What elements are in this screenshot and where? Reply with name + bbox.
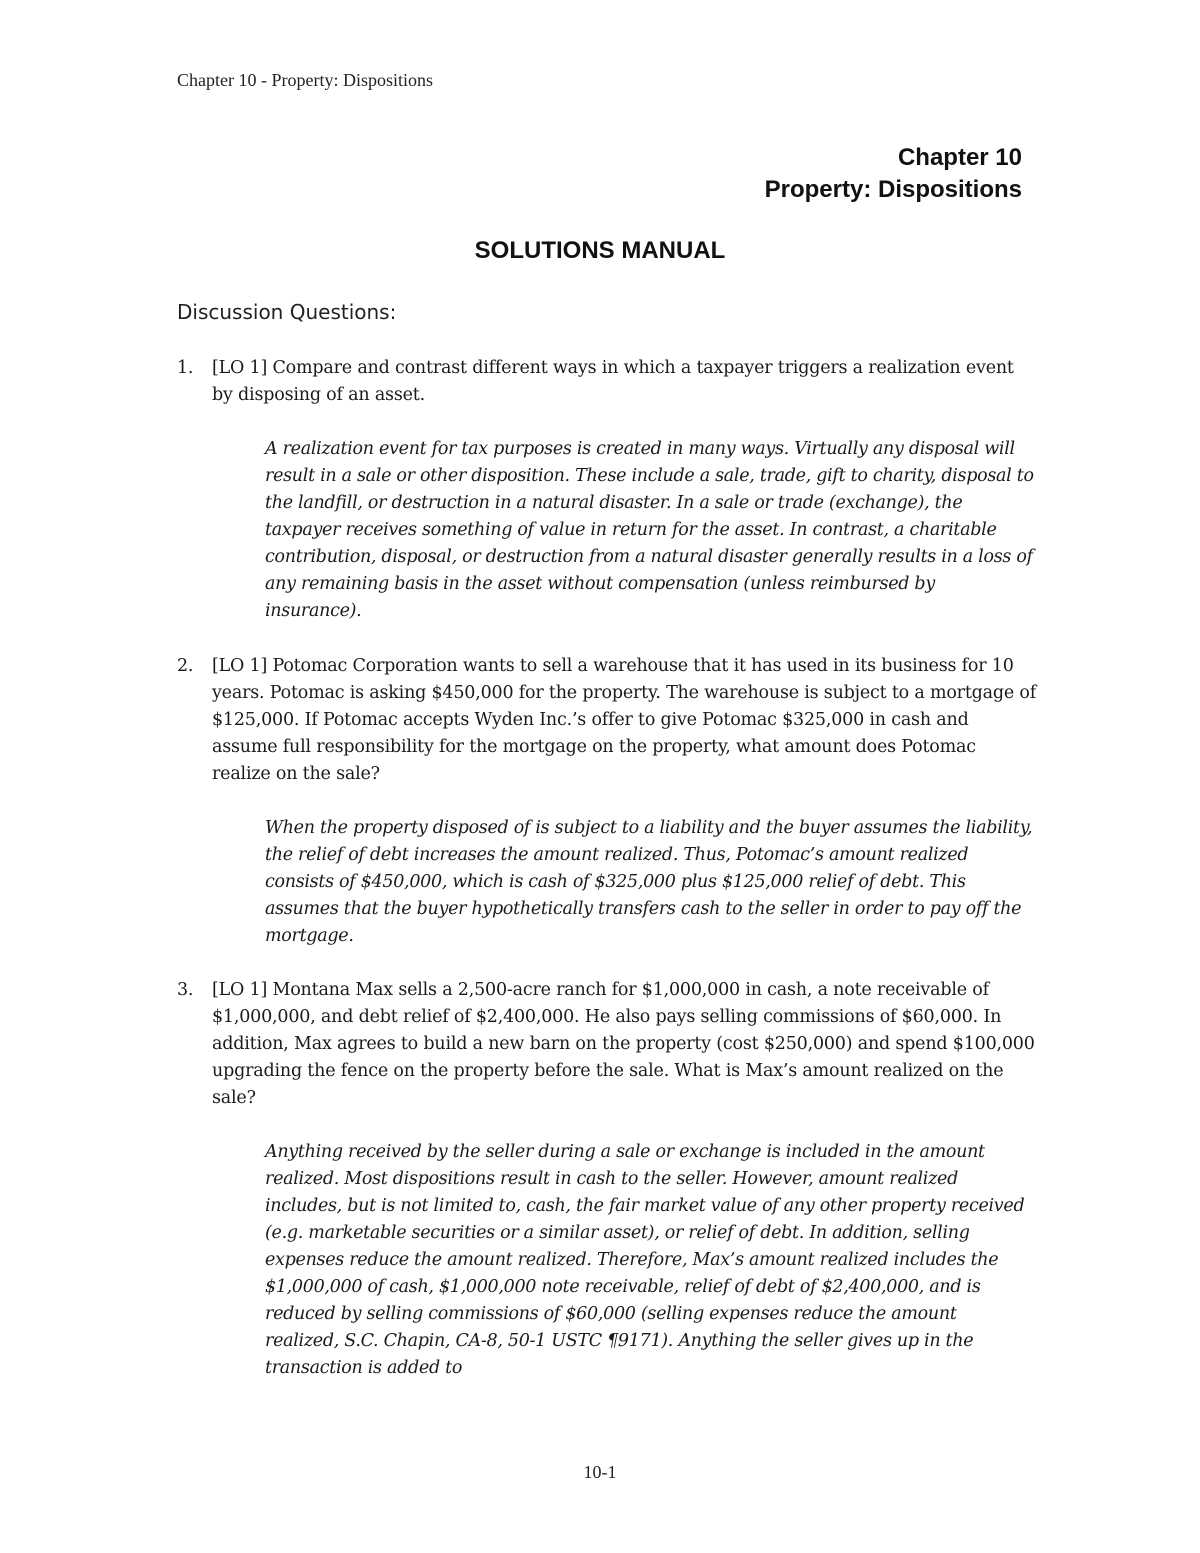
running-header: Chapter 10 - Property: Dispositions xyxy=(177,70,433,90)
answer-3: Anything received by the seller during a sale or exchange is included in the amount realized. Most dispositions result in cash to the seller. However, amount realized includes, but is not limited to, cash, the fair market value of any other property received (e.g. marketable securities or a similar asset), or relief of debt. In addition, selling expenses reduce the amount realized. Therefore, Max’s amount realized includes the $1,000,000 of cash, $1,000,000 note receivable, relief of debt of $2,400,000, and is reduced by selling commissions of $60,000 (selling expenses reduce the amount realized, S.C. Chapin, CA-8, 50-1 USTC ¶9171). Anything the seller gives up in the transaction is added to xyxy=(265,1142,1025,1378)
manual-title: SOLUTIONS MANUAL xyxy=(474,237,726,264)
answer-1: A realization event for tax purposes is created in many ways. Virtually any disposal will result in a sale or other disposition. These include a sale, trade, gift to charity, disposal to the landfill, or destruction in a natural disaster. In a sale or trade (exchange), the taxpayer receives something of value in return for the asset. In contrast, a charitable contribution, disposal, or destruction from a natural disaster generally results in a loss of any remaining basis in the asset without compensation (unless reimbursed by insurance). xyxy=(265,439,1034,621)
question-2 xyxy=(177,653,1037,788)
question-number: 1. xyxy=(177,358,194,378)
question-3 xyxy=(177,977,1037,1112)
question-number: 2. xyxy=(177,656,194,676)
question-text: [LO 1] Compare and contrast different ways in which a taxpayer triggers a realization event by disposing of an asset. xyxy=(212,358,1014,405)
question-number: 3. xyxy=(177,980,194,1000)
section-heading: Discussion Questions: xyxy=(177,300,397,324)
page-number: 10-1 xyxy=(583,1462,617,1482)
chapter-title: Property: Dispositions xyxy=(764,176,1022,203)
chapter-number: Chapter 10 xyxy=(897,144,1022,171)
answer-2: When the property disposed of is subject to a liability and the buyer assumes the liability, the relief of debt increases the amount realized. Thus, Potomac’s amount realized consists of $450,000, which is cash of $325,000 plus $125,000 relief of debt. This assumes that the buyer hypothetically transfers cash to the seller in order to pay off the mortgage. xyxy=(265,818,1033,946)
chapter-title-block xyxy=(765,142,1022,206)
question-1 xyxy=(177,355,1037,409)
question-text: [LO 1] Montana Max sells a 2,500-acre ranch for $1,000,000 in cash, a note receivable of $1,000,000, and debt relief of $2,400,000. He also pays selling commissions of $60,000. In addition, Max agrees to build a new barn on the property (cost $250,000) and spend $100,000 upgrading the fence on the property before the sale. What is Max’s amount realized on the sale? xyxy=(212,980,1035,1108)
question-text: [LO 1] Potomac Corporation wants to sell a warehouse that it has used in its business for 10 years. Potomac is asking $450,000 for the property. The warehouse is subject to a mortgage of $125,000. If Potomac accepts Wyden Inc.’s offer to give Potomac $325,000 in cash and assume full responsibility for the mortgage on the property, what amount does Potomac realize on the sale? xyxy=(212,656,1037,784)
